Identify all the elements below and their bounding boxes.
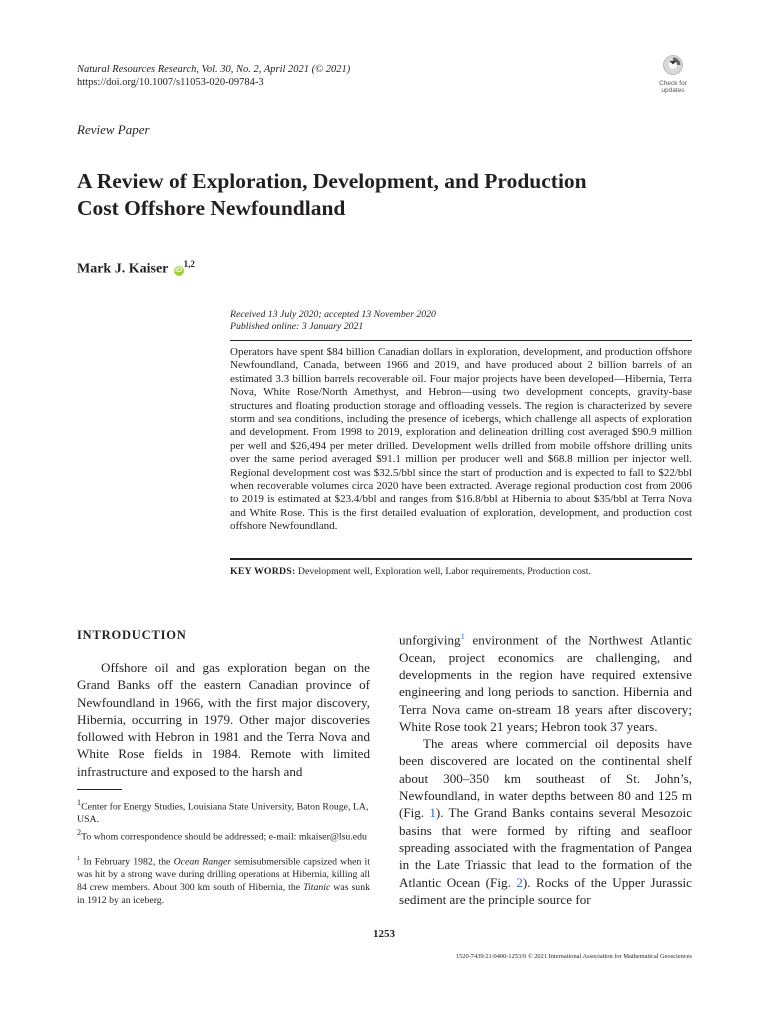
paper-title: A Review of Exploration, Development, and Production Cost Offshore Newfoundland: [77, 169, 587, 220]
author-name[interactable]: Mark J. Kaiser: [77, 261, 169, 277]
left-column: [77, 659, 370, 780]
keywords-text: Development well, Exploration well, Labor requirements, Production cost.: [297, 566, 591, 577]
right-column: [399, 628, 692, 908]
author-affiliation-marks: 1,2: [183, 259, 195, 269]
footnote-ref-1[interactable]: 1: [460, 631, 465, 641]
intro-paragraph-3: The areas where commercial oil deposits have been discovered are located on the continental shelf about 300–350 km southeast of St. John’s, Newfoundland, in water depths between 80 and 125 m (Fig. 1). The Grand Banks contains several Mesozoic basins that were formed by rifting and seafloor spreading associated with the fragmentation of Pangea in the Late Triassic that lead to the formation of the Atlantic Ocean (Fig. 2). Rocks of the Upper Jurassic sediment are the principle source for: [399, 736, 693, 907]
doi-link[interactable]: https://doi.org/10.1007/s11053-020-09784-3: [77, 77, 264, 88]
page-number: 1253: [373, 928, 395, 940]
affiliations: [77, 796, 370, 844]
figure-ref-2[interactable]: 2: [516, 874, 523, 890]
article-type: Review Paper: [77, 122, 150, 137]
abstract: Operators have spent $84 billion Canadian dollars in exploration, development, and production offshore Newfoundland, Canada, between 1966 and 2019, and have produced about 2 billion barrels of an estimated 3.3 billion barrels recoverable oil. Four major projects have been developed—Hibernia, Terra Nova, White Rose/North Amethyst, and Hebron—using two development concepts, gravity-base structures and floating production storage and offloading vessels. The region is characterized by severe storm and sea conditions, including the presence of icebergs, which challenge all aspects of exploration and development. From 1998 to 2019, exploration and delineation drilling cost averaged $90.9 million per well and $26,494 per meter drilled. Development wells drilled from mobile offshore drilling units over the same period averaged $91.1 million per producer well and $68.8 million per injector well. Regional development cost was $32.5/bbl since the start of production and is expected to fall to $22/bbl when recoverable volumes circa 2020 have been extracted. Average regional production cost from 2006 to 2019 is estimated at $23.4/bbl and ranges from $16.8/bbl at Hibernia to about $35/bbl at Terra Nova and White Rose. This is the first detailed evaluation of exploration, development, and production cost offshore Newfoundland.: [230, 346, 692, 533]
orcid-icon[interactable]: iD: [175, 266, 183, 274]
footnote-number: 1: [77, 855, 81, 862]
intro-paragraph-1: Offshore oil and gas exploration began on the Grand Banks off the eastern Canadian province of Newfoundland in 1966, with the first major discovery, Hibernia, occurring in 1979. Other major discoveries followed with Hebron in 1981 and the Terra Nova and White Rose fields in 1984. Remote with limited infrastructure and exposed to the harsh and: [77, 660, 370, 779]
received-date: Received 13 July 2020; accepted 13 November 2020: [230, 309, 436, 320]
footnote-1: $^1$ In February 1982, the Ocean Ranger semisubmersible capsized when it was hit by a strong wave during drilling operations at Hibernia, killing all 84 crew members. About 300 km south of Hibernia, the Titanic was sunk in 1912 by an iceberg.: [77, 855, 370, 907]
check-for-updates-label: Check for updates: [659, 80, 687, 94]
footnote-rule: [77, 789, 122, 790]
journal-header: [77, 63, 350, 89]
published-date: Published online: 3 January 2021: [230, 321, 364, 332]
abstract-top-rule: [230, 340, 692, 341]
keywords-label: KEY WORDS:: [230, 566, 296, 577]
check-for-updates-icon: [663, 55, 683, 75]
figure-ref-1[interactable]: 1: [429, 805, 436, 821]
check-for-updates-badge[interactable]: [654, 55, 692, 95]
abstract-bottom-rule: [230, 558, 692, 560]
journal-citation: Natural Resources Research, Vol. 30, No. 2, April 2021 (© 2021): [77, 64, 351, 75]
keywords: [230, 566, 692, 578]
article-dates: [230, 309, 436, 333]
affiliation-1: $^1$Center for Energy Studies, Louisiana State University, Baton Rouge, LA, USA.: [77, 798, 369, 826]
issn-copyright: 1520-7439/21/0400-1253/0 © 2021 International Association for Mathematical Geosciences: [455, 953, 692, 960]
intro-paragraph-2: unforgiving$^1$ environment of the Northwest Atlantic Ocean, project economics are challenging, and developments in the region have required extensive engineering and long periods to sanction. Hibernia and Terra Nova came on-stream 18 years after discovery; White Rose took 21 years; Hebron took 37 years.: [399, 631, 692, 734]
section-heading-introduction: INTRODUCTION: [77, 628, 187, 642]
author-line: [77, 259, 195, 278]
affiliation-2: $^2$To whom correspondence should be addressed; e-mail: mkaiser@lsu.edu: [77, 828, 367, 843]
